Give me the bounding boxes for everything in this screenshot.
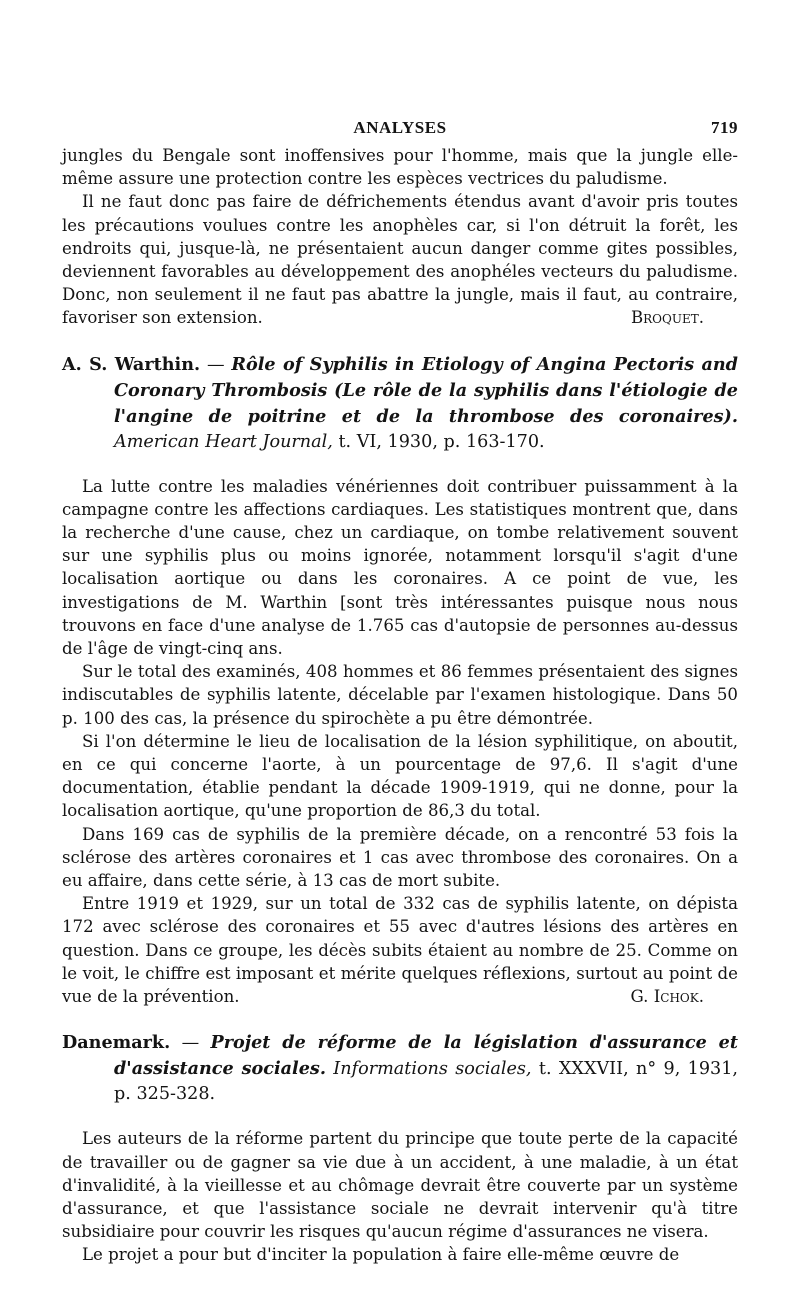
article-2-dash: —: [170, 1033, 211, 1054]
intro-paragraph-1: jungles du Bengale sont inoffensives pour l'homme, mais que la jungle elle-même assure une protection contre les espèces vectrices du paludisme.: [62, 146, 738, 189]
article-1-paragraph-text: Entre 1919 et 1929, sur un total de 332 cas de syphilis latente, on dépista 172 avec sclérose des coronaires et 55 avec d'autres lésions des artères en question. Dans ce groupe, les décès subits étaient au nombre de 25. Comme on le voit, le chiffre est imposant et mérite quelques réflexions, surtout au point de vue de la prévention.: [62, 894, 738, 1007]
intro-paragraph-2-text: Il ne faut donc pas faire de défrichements étendus avant d'avoir pris toutes les précautions voulues contre les anophèles car, si l'on détruit la forêt, les endroits qui, jusque-là, ne présentaient aucun danger comme gites possibles, deviennent favorables au développement des anophéles vecteurs du paludisme. Donc, non seulement il ne faut pas abattre la jungle, mais il faut, au contraire, favoriser son extension.: [62, 192, 738, 328]
article-2-author: Danemark.: [62, 1032, 171, 1054]
article-1-paragraph-last: [62, 892, 738, 1008]
article-1-author: A. S. Warthin.: [62, 353, 201, 375]
signature-broquet: Broquet.: [630, 308, 704, 328]
article-1-paragraph: Sur le total des examinés, 408 hommes et 86 femmes présentaient des signes indiscutables de syphilis latente, décelable par l'examen histologique. Dans 50 p. 100 des cas, la présence du spirochète a pu être démontrée.: [62, 662, 738, 728]
article-1-heading: [62, 352, 738, 455]
article-1-dash: —: [200, 354, 232, 375]
article-1-reference: t. VI, 1930, p. 163-170.: [332, 431, 545, 452]
signature-ichok: G. Ichok.: [630, 987, 704, 1007]
article-2-paragraph: Les auteurs de la réforme partent du principe que toute perte de la capacité de travailler ou de gagner sa vie due à un accident, à une maladie, à un état d'invalidité, à la vieillesse et au chômage devrait être couverte par un système d'assurance, et que l'assistance sociale ne devrait intervenir qu'à titre subsidiaire pour couvrir les risques qu'aucun régime d'assurances ne visera.: [62, 1129, 738, 1242]
page-number: 719: [711, 118, 738, 137]
article-1-paragraph: La lutte contre les maladies vénériennes doit contribuer puissamment à la campagne contre les affections cardiaques. Les statistiques montrent que, dans la recherche d'une cause, chez un cardiaque, on tombe relativement souvent sur une syphilis plus ou moins ignorée, notamment lorsqu'il s'agit d'une localisation aortique ou dans les coronaires. A ce point de vue, les investigations de M. Warthin [sont très intéressantes puisque nous nous trouvons en face d'une analyse de 1.765 cas d'autopsie de personnes au-dessus de l'âge de vingt-cinq ans.: [62, 476, 738, 659]
article-1-title: Rôle of Syphilis in Etiology of Angina Pectoris and Coronary Thrombosis: [114, 353, 738, 401]
article-1-paragraph: Dans 169 cas de syphilis de la première décade, on a rencontré 53 fois la sclérose des artères coronaires et 1 cas avec thrombose des coronaires. On a eu affaire, dans cette série, à 13 cas de mort subite.: [62, 824, 738, 891]
running-title: ANALYSES: [353, 118, 447, 137]
article-2-paragraph: Le projet a pour but d'inciter la population à faire elle-même œuvre de: [82, 1245, 680, 1265]
running-head: [62, 108, 738, 144]
article-1-journal: American Heart Journal,: [114, 431, 333, 452]
intro-paragraph-2: [62, 190, 738, 329]
article-1-translation: (Le rôle de la syphilis dans l'étiologie de l'angine de poitrine et de la thrombose des coronaires).: [114, 379, 739, 427]
article-2-title: Projet de réforme de la législation d'assurance et d'assistance sociales.: [114, 1032, 738, 1080]
page: [62, 108, 738, 1267]
article-2-journal: Informations sociales,: [325, 1059, 532, 1080]
article-2-reference: t. XXXVII, n° 9, 1931, p. 325-328.: [114, 1059, 739, 1105]
article-1-paragraph: Si l'on détermine le lieu de localisation de la lésion syphilitique, on aboutit, en ce qui concerne l'aorte, à un pourcentage de 97,6. Il s'agit d'une documentation, établie pendant la décade 1909-1919, qui ne donne, pour la localisation aortique, qu'une proportion de 86,3 du total.: [62, 731, 738, 821]
article-2-heading: [62, 1030, 738, 1107]
